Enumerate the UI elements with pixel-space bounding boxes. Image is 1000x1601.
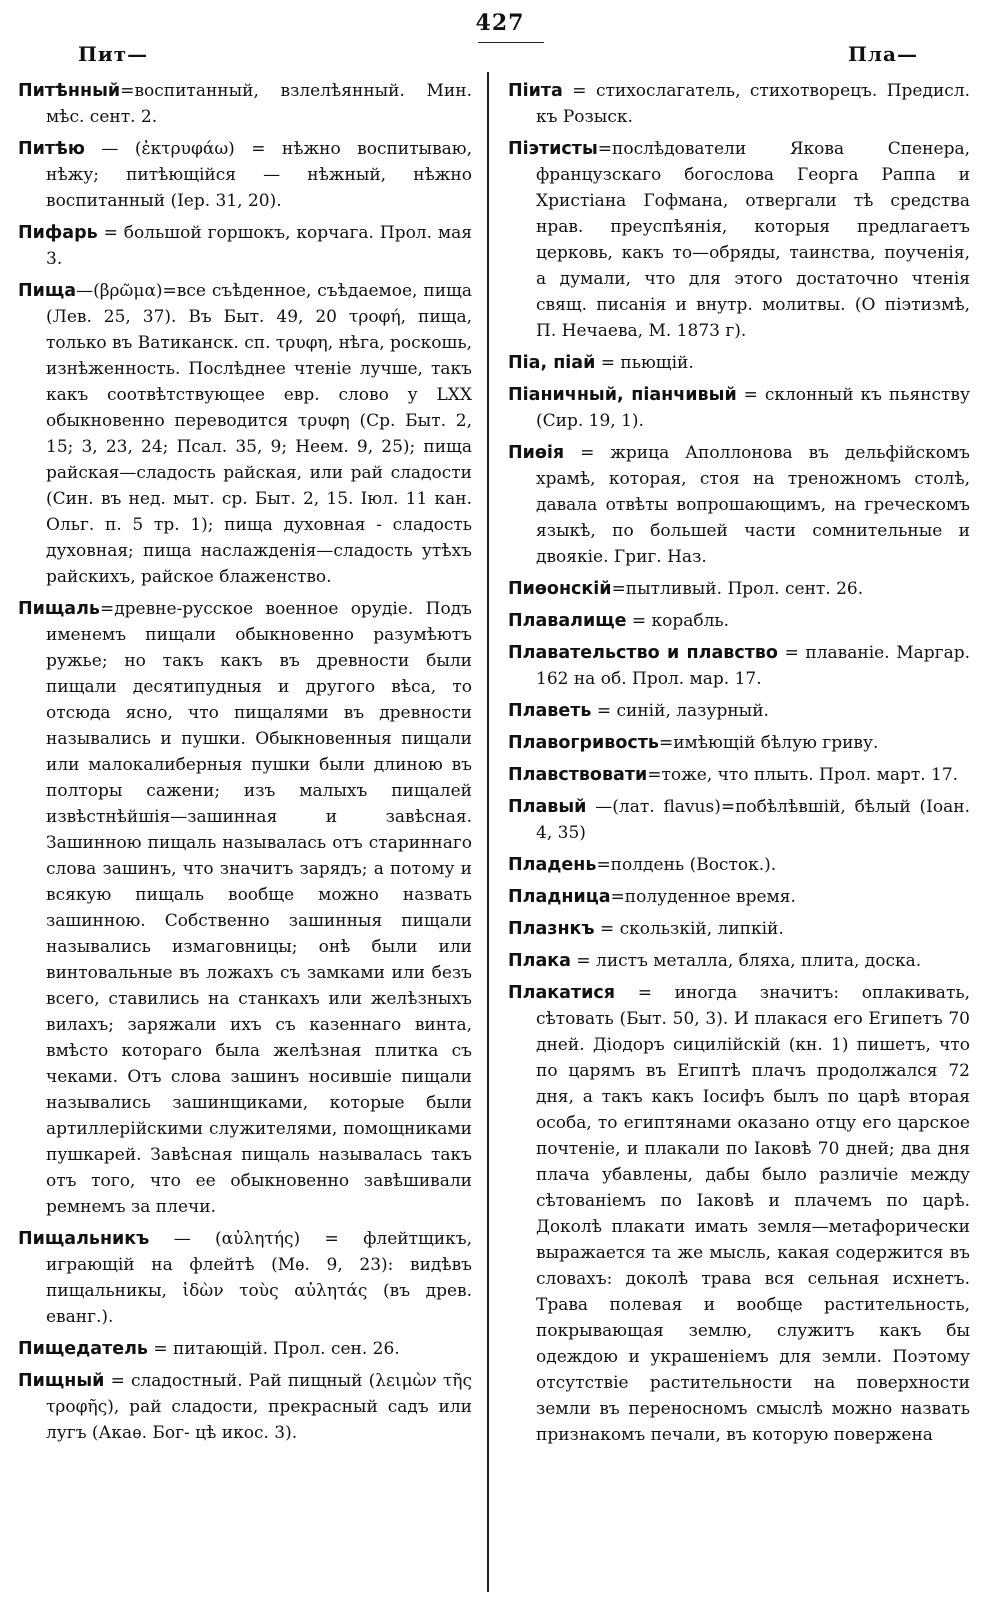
entry-definition: =полуденное время.: [610, 887, 796, 907]
dictionary-entry: [18, 220, 472, 272]
entry-headword: Плазнкъ: [508, 919, 595, 939]
entry-definition: = плаваніе. Маргар. 162 на об. Прол. мар. 17.: [536, 643, 970, 689]
entry-definition: = стихослагатель, стихотворецъ. Предисл. къ Розыск.: [536, 81, 970, 127]
entry-definition: = склонный къ пьянству (Сир. 19, 1).: [536, 385, 970, 431]
entry-definition: =тоже, что плыть. Прол. март. 17.: [647, 765, 959, 785]
right-column: [508, 78, 970, 1593]
entry-definition: = пьющій.: [600, 353, 694, 373]
entry-definition: = скользкій, липкій.: [599, 919, 784, 939]
entry-headword: Плаветь: [508, 701, 592, 721]
dictionary-entry: [18, 78, 472, 130]
entry-headword: Піа, піай: [508, 353, 596, 373]
column-divider: [487, 72, 489, 1592]
entry-headword: Піита: [508, 81, 563, 101]
page-number: 427: [475, 10, 525, 36]
entry-definition: =полдень (Восток.).: [596, 855, 777, 875]
dictionary-entry: [508, 576, 970, 602]
dictionary-entry: [508, 852, 970, 878]
entry-headword: Пищный: [18, 1371, 105, 1391]
dictionary-entry: [508, 382, 970, 434]
entry-headword: Питѣю: [18, 139, 85, 159]
dictionary-entry: [18, 1226, 472, 1330]
entry-headword: Плавогривость: [508, 733, 659, 753]
entry-definition: = корабль.: [631, 611, 730, 631]
entry-definition: = большой горшокъ, корчага. Прол. мая 3.: [46, 223, 472, 269]
entry-definition: =послѣдователи Якова Спенера, французскаго богослова Георга Раппа и Христіана Гофмана, отвергали тѣ средства нрав. преуспѣянія, которыя предлагаетъ церковь, какъ то—обряды, таинства, поученія, а думали, что для этого достаточно чтенія свящ. писанія и внутр. молитвы. (О піэтизмѣ, П. Нечаева, М. 1873 г).: [536, 139, 970, 341]
dictionary-entry: [18, 278, 472, 590]
dictionary-entry: [508, 730, 970, 756]
dictionary-entry: [508, 608, 970, 634]
entry-headword: Пищальникъ: [18, 1229, 150, 1249]
entry-definition: —(βρῶμα)=все съѣденное, съѣдаемое, пища (Лев. 25, 37). Въ Быт. 49, 20 τροφή, пища, только въ Ватиканск. сп. τρυφη, нѣга, роскошь, изнѣженность. Послѣднее чтеніе лучше, такъ какъ соотвѣтствующее евр. слово у LXX обыкновенно переводится τρυφη (Ср. Быт. 2, 15; 3, 23, 24; Псал. 35, 9; Неем. 9, 25); пища райская—сладость райская, или рай сладости (Син. въ нед. мыт. ср. Быт. 2, 15. Iюл. 11 кан. Ольг. п. 5 тр. 1); пища духовная - сладость духовная; пища наслажденія—сладость утѣхъ райскихъ, райское блаженство.: [46, 281, 472, 587]
running-head-right: Пла—: [848, 42, 918, 66]
dictionary-entry: [508, 136, 970, 344]
page-number-rule: [478, 42, 544, 43]
entry-headword: Пифарь: [18, 223, 98, 243]
entry-headword: Пиѳія: [508, 443, 565, 463]
dictionary-entry: [18, 136, 472, 214]
dictionary-entry: [508, 78, 970, 130]
entry-headword: Пиѳонскій: [508, 579, 612, 599]
dictionary-entry: [508, 948, 970, 974]
dictionary-entry: [508, 916, 970, 942]
entry-definition: —(лат. flavus)=побѣлѣвшій, бѣлый (Iоан. 4, 35): [536, 797, 970, 843]
dictionary-entry: [18, 596, 472, 1220]
entry-definition: — (αὐλητής) = флейтщикъ, играющій на флейтѣ (Мѳ. 9, 23): видѣвъ пищальникы, ἰδὼν τοὺς αὐλητάς (въ древ. еванг.).: [46, 1229, 472, 1327]
entry-headword: Піаничный, піанчивый: [508, 385, 737, 405]
entry-definition: =имѣющій бѣлую гриву.: [658, 733, 879, 753]
entry-headword: Плавалище: [508, 611, 627, 631]
entry-definition: — (ἐκτρυφάω) = нѣжно воспитываю, нѣжу; питѣющійся — нѣжный, нѣжно воспитанный (Iер. 31, 20).: [46, 139, 472, 211]
entry-headword: Плака: [508, 951, 571, 971]
entry-headword: Пладница: [508, 887, 611, 907]
dictionary-entry: [508, 980, 970, 1448]
entry-definition: = питающій. Прол. сен. 26.: [153, 1339, 400, 1359]
entry-headword: Пищаль: [18, 599, 100, 619]
entry-headword: Пищедатель: [18, 1339, 148, 1359]
entry-headword: Плакатися: [508, 983, 615, 1003]
dictionary-entry: [508, 762, 970, 788]
dictionary-entry: [508, 440, 970, 570]
entry-definition: =пытливый. Прол. сент. 26.: [611, 579, 864, 599]
dictionary-entry: [508, 794, 970, 846]
entry-headword: Питѣнный: [18, 81, 121, 101]
dictionary-entry: [18, 1336, 472, 1362]
entry-headword: Пища: [18, 281, 77, 301]
entry-definition: = иногда значитъ: оплакивать, сѣтовать (Быт. 50, 3). И плакася его Египетъ 70 дней. Діодоръ сицилійскій (кн. 1) пишетъ, что по царямъ въ Египтѣ плачъ продолжался 72 дня, а такъ какъ Iосифъ былъ по царѣ вторая особа, то египтянами оказано отцу его царское почтеніе, и плакали по Iаковѣ 70 дней; два дня плача убавлены, дабы было различіе между сѣтованіемъ по Iаковѣ и плачемъ по царѣ. Доколѣ плакати имать земля—метафорически выражается та же мысль, какая содержится въ словахъ: доколѣ трава вся сельная исхнетъ. Трава полевая и вообще растительность, покрывающая землю, служитъ какъ бы одеждою и украшеніемъ для земли. Поэтому отсутствіе растительности на поверхности земли въ переносномъ смыслѣ можно назвать признакомъ печали, въ которую повержена: [536, 983, 970, 1445]
entry-definition: =древне-русское военное орудіе. Подъ именемъ пищали обыкновенно разумѣютъ ружье; но такъ какъ въ древности были пищали десятипудныя и другого вѣса, то отсюда ясно, что пищалями въ древности назывались и пушки. Обыкновенныя пищали или малокалиберныя пушки были длиною въ полторы сажени; изъ малыхъ пищалей извѣстнѣйшія—зашинная и завѣсная. Зашинною пищаль называлась отъ стариннаго слова зашинъ, что значитъ зарядъ; а потому и всякую пищаль вообще можно назвать зашинною. Собственно зашинныя пищали назывались измаговницы; онѣ были или винтовальные въ ложахъ съ замками или безъ всего, ставились на станкахъ или желѣзныхъ вилахъ; заряжали ихъ съ казеннаго винта, вмѣсто котораго была желѣзная плитка съ чеками. Отъ слова зашинъ носившіе пищали назывались зашинщиками, которые были артиллерійскими служителями, помощниками пушкарей. Завѣсная пищаль называлась такъ отъ того, что ее обыкновенно завѣшивали ремнемъ за плечи.: [46, 599, 472, 1217]
entry-definition: = сладостный. Рай пищный (λειμὼν τῆς τροφῆς), рай сладости, прекрасный садъ или лугъ (Акаѳ. Бог- цѣ икос. 3).: [46, 1371, 472, 1443]
running-head-left: Пит—: [78, 42, 149, 66]
entry-definition: = жрица Аполлонова въ дельфійскомъ храмѣ, которая, стоя на треножномъ столѣ, давала отвѣты вопрошающимъ, на греческомъ языкѣ, по большей части сомнительные и двоякіе. Григ. Наз.: [536, 443, 970, 567]
dictionary-entry: [508, 640, 970, 692]
entry-definition: = синій, лазурный.: [596, 701, 769, 721]
entry-headword: Піэтисты: [508, 139, 598, 159]
dictionary-entry: [18, 1368, 472, 1446]
dictionary-entry: [508, 350, 970, 376]
entry-headword: Плавательство и плавство: [508, 643, 778, 663]
left-column: [18, 78, 472, 1593]
entry-definition: = листъ металла, бляха, плита, доска.: [576, 951, 922, 971]
entry-definition: =воспитанный, взлелѣянный. Мин. мѣс. сент. 2.: [46, 81, 472, 127]
entry-headword: Плавствовати: [508, 765, 648, 785]
dictionary-entry: [508, 698, 970, 724]
entry-headword: Плавый: [508, 797, 587, 817]
dictionary-entry: [508, 884, 970, 910]
page-header: [0, 0, 1000, 78]
entry-headword: Пладень: [508, 855, 597, 875]
